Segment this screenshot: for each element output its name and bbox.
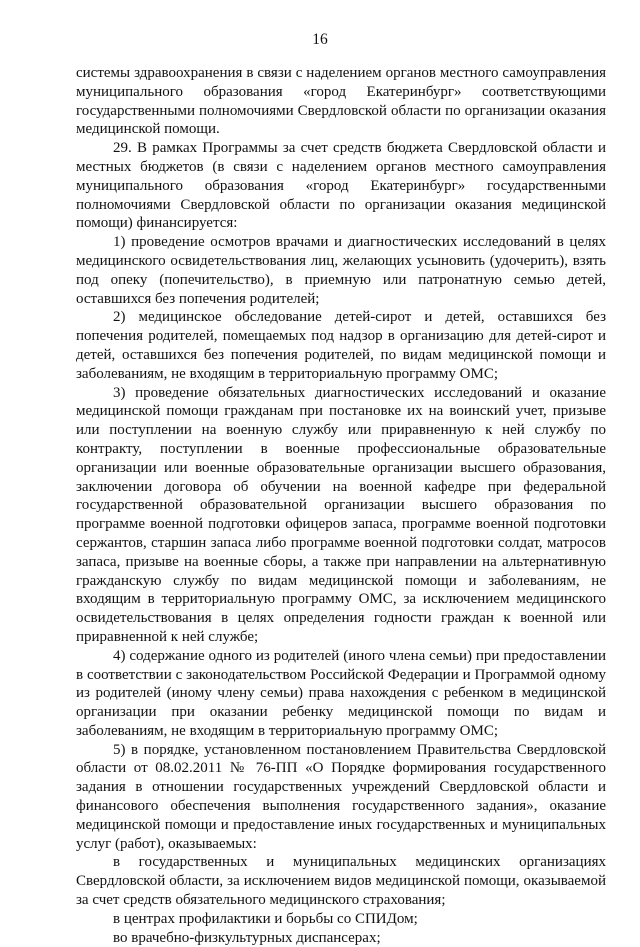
list-item-5: 5) в порядке, установленном постановлением Правительства Свердловской области от 08.02.2011 № 76-ПП «О Порядке формирования государственного задания в отношении государственных учреждений Свердловской области и финансового обеспечения выполнения государственного задания», оказание медицинской помощи и предоставление иных государственных и муниципальных услуг (работ), оказываемых: <box>76 741 606 852</box>
page-number: 16 <box>312 31 328 48</box>
list-item-3: 3) проведение обязательных диагностических исследований и оказание медицинской помощи гражданам при постановке их на воинский учет, призыве или поступлении на военную службу или приравненную к ней службу по контракту, поступлении в военные профессиональные образовательные организации или военные образовательные организации высшего образования, заключении договора об обучении на военной кафедре при федеральной государственной образовательной организации высшего образования по программе военной подготовки офицеров запаса, программе военной подготовки сержантов, старшин запаса либо программе военной подготовки солдат, матросов запаса, призыве на военные сборы, а также при направлении на альтернативную гражданскую службу по видам медицинской помощи и заболеваниям, не входящим в территориальную программу ОМС, за исключением медицинского освидетельствования в целях определения годности граждан к военной или приравненной к ней службе; <box>76 384 606 645</box>
sub-item-sports-dispensaries: во врачебно-физкультурных диспансерах; <box>113 929 381 946</box>
list-item-1: 1) проведение осмотров врачами и диагностических исследований в целях медицинского освидетельствования лиц, желающих усыновить (удочерить), взять под опеку (попечительство), в приемную или патронатную семью детей, оставшихся без попечения родителей; <box>76 234 606 307</box>
document-body <box>76 64 606 947</box>
sub-item-aids-centers: в центрах профилактики и борьбы со СПИДом; <box>113 910 418 927</box>
list-item-2: 2) медицинское обследование детей-сирот и детей, оставшихся без попечения родителей, помещаемых под надзор в организацию для детей-сирот и детей, оставшихся без попечения родителей, по видам медицинской помощи и заболеваниям, не входящим в территориальную программу ОМС; <box>76 309 606 382</box>
sub-item-state-organizations: в государственных и муниципальных медицинских организациях Свердловской области, за исключением видов медицинской помощи, оказываемой за счет средств обязательного медицинского страхования; <box>76 854 606 909</box>
paragraph-continuation: системы здравоохранения в связи с наделением органов местного самоуправления муниципального образования «город Екатеринбург» соответствующими государственными полномочиями Свердловской области по организации оказания медицинской помощи. <box>76 65 606 138</box>
paragraph-item-29: 29. В рамках Программы за счет средств бюджета Свердловской области и местных бюджетов (в связи с наделением органов местного самоуправления муниципального образования «город Екатеринбург» государственными полномочиями Свердловской области по организации оказания медицинской помощи) финансируется: <box>76 140 606 232</box>
list-item-4: 4) содержание одного из родителей (иного члена семьи) при предоставлении в соответствии с законодательством Российской Федерации и Программой одному из родителей (иному члену семьи) права нахождения с ребенком в медицинской организации при оказании ребенку медицинской помощи по видам и заболеваниям, не входящим в территориальную программу ОМС; <box>76 647 606 739</box>
